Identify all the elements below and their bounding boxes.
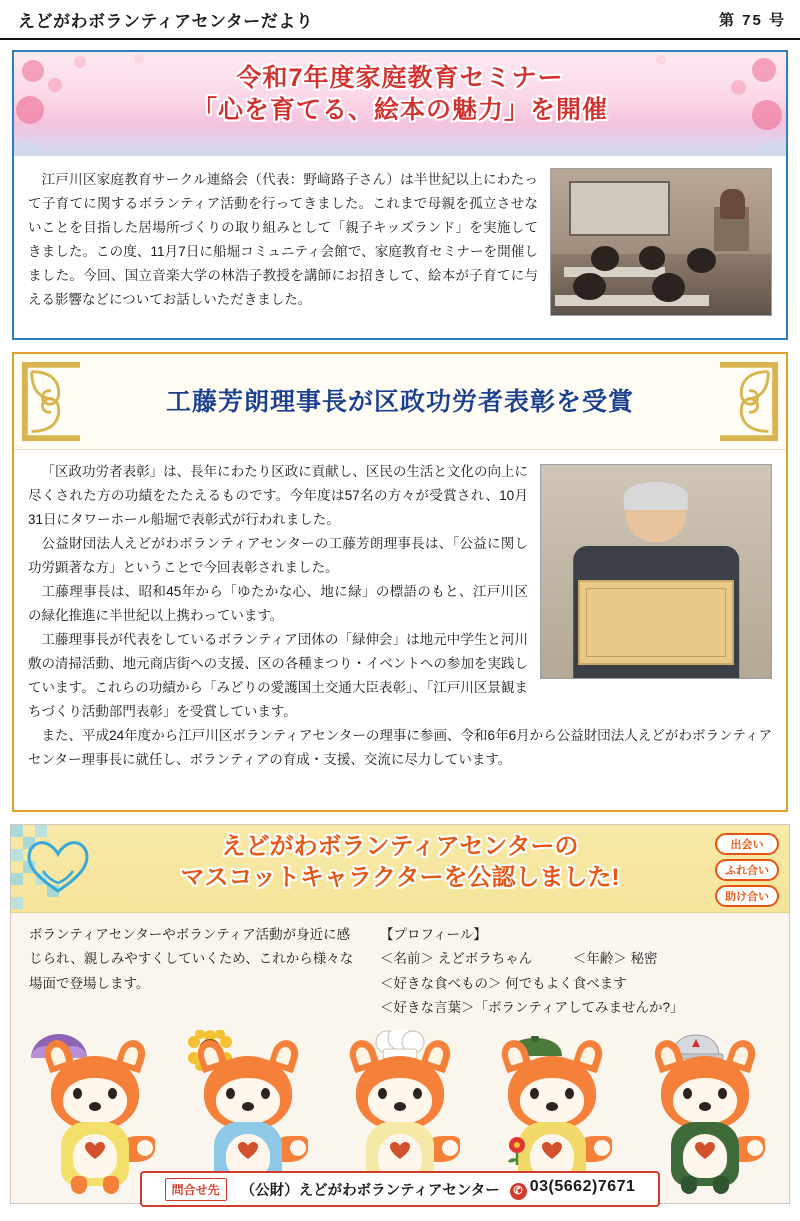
article-seminar-paragraph: 江戸川区家庭教育サークル連絡会（代表：野﨑路子さん）は半世紀以上にわたって子育てに関するボランティア活動を行ってきました。これまで母親を孤立させないことを目指した居場所づくりの取り組みとして「親子キッズランド」を実施してきました。この度、11月7日に船堀コミュニティ会館で、家庭教育セミナーを開催しました。今回、国立音楽大学の林浩子教授を講師にお招きして、絵本が子育てに与える影響などについてお話しいただきました。: [28, 172, 538, 308]
contact-organization: （公財）えどがわボランティアセンター: [240, 1182, 500, 1199]
mascot-profile: [380, 923, 771, 1020]
article-mascot: [10, 824, 790, 1204]
contact-phone-number: 03(5662)7671: [529, 1178, 636, 1195]
article-award: [12, 352, 788, 812]
mascot-firefighter: [643, 1030, 767, 1200]
masthead: [0, 0, 800, 40]
article-award-paragraph: 「区政功労者表彰」は、長年にわたり区政に貢献し、区民の生活と文化の向上に尽くされた方の功績をたたえるものです。今年度は57名の方々が受賞され、10月31日にタワーホール船堀で表彰式が行われました。: [28, 464, 528, 528]
mascot-intro: [29, 923, 362, 1020]
profile-heading: 【プロフィール】: [380, 927, 487, 942]
mascot-intro-text: ボランティアセンターやボランティア活動が身近に感じられ、親しみやすくしていくため、これから様々な場面で登場します。: [29, 927, 354, 991]
heart-icon: [542, 1142, 562, 1160]
profile-row-food: ＜好きな食べもの＞ 何でもよく食べます: [380, 975, 627, 991]
article-award-paragraph: 工藤理事長は、昭和45年から「ゆたかな心、地に緑」の標語のもと、江戸川区の緑化推進に半世紀以上携わっています。: [28, 584, 528, 624]
phone-icon: ✆: [510, 1183, 527, 1200]
tag-tasukeai: 助け合い: [715, 885, 779, 907]
article-mascot-title-line2: マスコットキャラクターを公認しました!: [180, 864, 620, 892]
profile-row-name-age: ＜名前＞ えどボラちゃん ＜年齢＞ 秘密: [380, 951, 658, 967]
award-photo: [540, 464, 772, 679]
flower-icon: [504, 1136, 530, 1166]
tag-fureai: ふれ合い: [715, 859, 779, 881]
keyword-tags: [715, 833, 779, 907]
seminar-photo: [550, 168, 772, 316]
tag-deai: 出会い: [715, 833, 779, 855]
article-seminar-title-line1: 令和7年度家庭教育セミナー: [236, 64, 564, 92]
article-mascot-banner: [11, 825, 789, 913]
article-mascot-columns: [11, 913, 789, 1020]
article-award-paragraph: 工藤理事長が代表をしているボランティア団体の「緑伸会」は地元中学生と河川敷の清掃活動、地元商店街への支援、区の各種まつり・イベントへの参加を実践しています。これらの功績から「みどりの愛護国土交通大臣表彰」、「江戸川区景観まちづくり活動部門表彰」を受賞しています。: [28, 632, 528, 720]
contact-box: [140, 1171, 660, 1207]
heart-icon: [695, 1142, 715, 1160]
profile-row-motto: ＜好きな言葉＞「ボランティアしてみませんか?」: [380, 999, 684, 1015]
article-award-banner: [14, 354, 786, 450]
article-seminar-text: [28, 168, 538, 316]
newsletter-title: えどがわボランティアセンターだより: [18, 11, 314, 31]
mascot-umbrella: [33, 1030, 157, 1200]
article-mascot-title-line1: えどがわボランティアセンターの: [221, 833, 579, 860]
contact-label: 問合せ先: [165, 1178, 227, 1201]
heart-icon: [390, 1142, 410, 1160]
article-seminar-banner: [14, 52, 786, 156]
contact-phone[interactable]: [510, 1178, 636, 1200]
article-award-title: 工藤芳朗理事長が区政功労者表彰を受賞: [165, 388, 634, 416]
heart-icon: [238, 1142, 258, 1160]
issue-number: 第 75 号: [718, 11, 786, 29]
article-seminar: [12, 50, 788, 340]
article-seminar-title: [14, 52, 786, 126]
article-seminar-title-line2: 「心を育てる、絵本の魅力」を開催: [191, 96, 608, 124]
article-mascot-title: [11, 825, 789, 893]
article-award-paragraph: また、平成24年度から江戸川区ボランティアセンターの理事に参画、令和6年6月から公益財団法人えどがわボランティアセンター理事長に就任し、ボランティアの育成・支援、交流に尽力しています。: [28, 728, 772, 768]
heart-icon: [85, 1142, 105, 1160]
article-seminar-body: [14, 156, 786, 326]
article-award-body: [14, 450, 786, 782]
article-award-paragraph: 公益財団法人えどがわボランティアセンターの工藤芳朗理事長は、「公益に関し功労顕著な方」ということで今回表彰されました。: [28, 536, 528, 576]
